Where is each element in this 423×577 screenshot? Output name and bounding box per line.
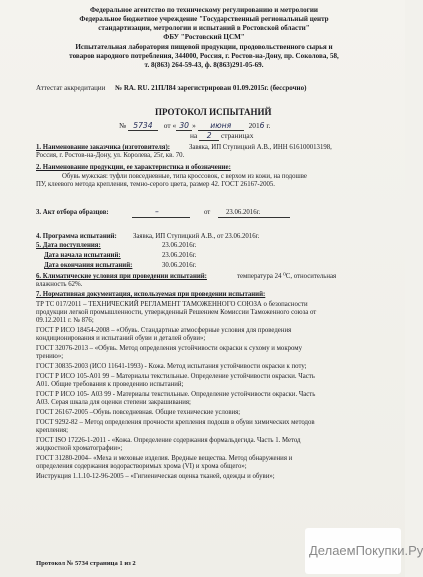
section-3-title: 3. Акт отбора образцов:	[36, 209, 109, 216]
section-2-text-2: ПУ, клеевого метода крепления, темно-серого цвета, размер 42. ГОСТ 26167-2005.	[36, 181, 275, 188]
from-label: от «	[163, 121, 177, 130]
end-date: 30.06.2016г.	[162, 262, 197, 269]
year-unit: г.	[266, 121, 271, 130]
norm-line: ГОСТ 30835-2003 (ИСО 11641-1993) - Кожа. Метод испытания устойчивости окраски к поту;	[36, 363, 307, 370]
document-title: ПРОТОКОЛ ИСПЫТАНИЙ	[155, 107, 272, 117]
norm-line: трению»;	[36, 353, 64, 360]
start-date-label: Дата начала испытаний:	[44, 252, 121, 259]
protocol-number-line	[119, 122, 270, 131]
norm-line: продукции легкой промышленности, утвержденный Решением Комиссии Таможенного союза от	[36, 309, 317, 316]
norm-line: определения содержания водорастворимых хрома (VI) и хрома общего»;	[36, 463, 247, 470]
section-4-text: Заявка, ИП Ступицкий А.В., от 23.06.2016г.	[133, 233, 260, 240]
norm-line: жидкостной хроматографии»;	[36, 445, 123, 452]
norm-line: ГОСТ ISO 17226-1-2011 - «Кожа. Определение содержания формальдегида. Часть 1. Метод	[36, 437, 301, 444]
section-3-from: от	[204, 209, 211, 216]
pages-label: страницах	[220, 131, 254, 140]
norm-line: ГОСТ Р ИСО 105-А01 99 – Материалы текстильные. Определение устойчивости окраски. Часть	[36, 373, 315, 380]
protocol-number: 5734	[128, 122, 158, 131]
pages-count: 2	[199, 132, 219, 141]
section-6-text-2: влажность 62%.	[36, 281, 83, 288]
section-1-text-2: Россия, г. Ростов-на-Дону, ул. Королева, 25г, кв. 70.	[36, 152, 185, 159]
section-3-dash: –	[155, 207, 159, 216]
norm-line: ГОСТ 26167-2005 –Обувь повседневная. Общие технические условия;	[36, 409, 241, 416]
page-footer: Протокол № 5734 страница 1 из 2	[36, 560, 136, 567]
section-3-underline	[132, 217, 190, 218]
year-prefix: 201	[248, 121, 260, 130]
header-institution-2: стандартизации, метрологии и испытаний в Ростовской области"	[98, 24, 310, 32]
watermark	[305, 528, 423, 574]
number-label: №	[119, 121, 127, 130]
norm-line: ГОСТ 9292-82 – Метод определения прочности крепления подошв в обуви химических методов	[36, 419, 315, 426]
header-institution: Федеральное бюджетное учреждение "Государственный региональный центр	[79, 15, 329, 23]
header-short-name: ФБУ "Ростовский ЦСМ"	[163, 33, 245, 41]
year-suffix: 6	[259, 121, 265, 130]
header-address: товаров народного потребления, 344000, Россия, г. Ростов-на-Дону, пр. Соколова, 58,	[69, 52, 339, 60]
norm-line: 09.12.2011 г. № 876;	[36, 317, 94, 324]
norm-line: А01. Общие требования к проведению испытаний;	[36, 381, 184, 388]
accreditation-label: Аттестат аккредитации	[36, 84, 106, 92]
header-lab: Испытательная лаборатория пищевой продукции, продовольственного сырья и	[75, 43, 333, 51]
section-1-text: Завяка, ИП Ступицкий А.В., ИНН 616100013198,	[189, 144, 332, 151]
norm-line: ГОСТ Р ИСО 105- А03 99 - Материалы текстильные. Определение устойчивости окраски. Часть	[36, 391, 316, 398]
section-2-title: 2. Наименование продукции, ее характеристика и обозначение:	[36, 164, 231, 171]
section-4-title: 4. Программа испытаний:	[36, 233, 117, 240]
norm-line: крепления;	[36, 427, 69, 434]
quote-close: »	[192, 121, 196, 130]
start-date: 23.06.2016г.	[162, 252, 197, 259]
section-1-title: 1. Наименование заказчика (изготовителя):	[36, 144, 170, 151]
norm-line: ГОСТ 31280-2004– «Меха и меховые изделия. Вредные вещества. Метод обнаружения и	[36, 455, 293, 462]
section-5-title: 5. Дата поступления:	[36, 242, 101, 249]
section-7-title: 7. Нормативная документация, используемая при проведении испытаний:	[36, 291, 266, 298]
norm-line: А03. Серая шкала для оценки степени закрашивания;	[36, 399, 191, 406]
accreditation-line	[36, 84, 306, 92]
norm-line: ТР ТС 017/2011 – ТЕХНИЧЕСКИЙ РЕГЛАМЕНТ ТАМОЖЕННОГО СОЮЗА о безопасности	[36, 301, 308, 308]
section-2-text: Обувь мужская: туфли повседневные, типа кроссовок, с верхом из кожи, на подошве	[62, 173, 307, 180]
end-date-label: Дата окончания испытаний:	[44, 262, 133, 269]
pages-line	[190, 132, 253, 141]
protocol-day: 30	[176, 122, 192, 131]
norm-line: кондиционирования и испытаний обуви и деталей обуви»;	[36, 335, 206, 342]
protocol-month: июня	[198, 122, 244, 131]
header-phones: т. 8(863) 264-59-43, ф. 8(863)291-05-69.	[144, 61, 264, 69]
receipt-date: 23.06.2016г.	[162, 242, 197, 249]
norm-line: ГОСТ 32076-2013 – «Обувь. Метод определения устойчивости окраски к сухому и мокрому	[36, 345, 303, 352]
pages-on-label: на	[190, 131, 198, 140]
accreditation-number: № RA. RU. 21ПЛ84 зарегистрирован 01.09.2015г. (бессрочно)	[115, 84, 307, 92]
section-6-text: температура 24 ⁰С, относительная	[237, 273, 337, 280]
section-3-date: 23.06.2016г.	[226, 209, 261, 216]
header-agency: Федеральное агентство по техническому регулированию и метрологии	[89, 6, 319, 14]
section-6-title: 6. Климатические условия при проведении испытаний:	[36, 273, 207, 280]
norm-line: Инструкция 1.1.10-12-96-2005 – «Гигиеническая оценка тканей, одежды и обуви»;	[36, 473, 275, 480]
norm-line: ГОСТ Р ИСО 18454-2008 – «Обувь. Стандартные атмосферные условия для проведения	[36, 327, 292, 334]
watermark-text: ДелаемПокупки.Ру	[309, 543, 423, 558]
